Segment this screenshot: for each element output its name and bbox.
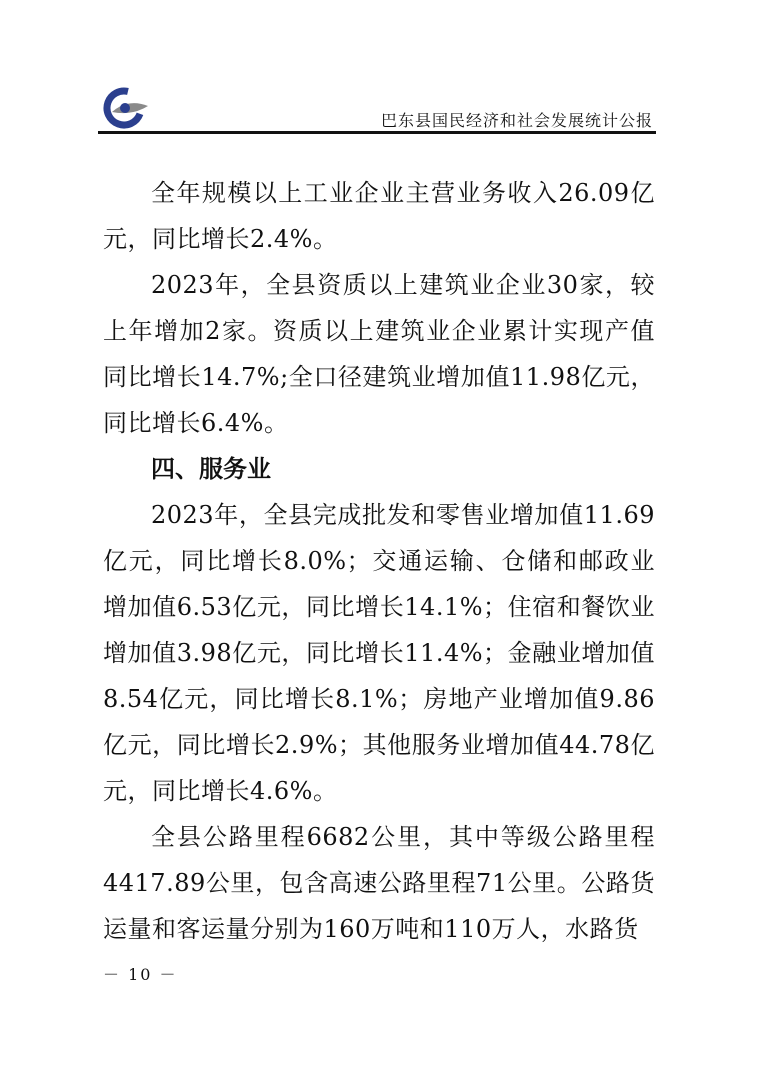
paragraph-industry-revenue: 全年规模以上工业企业主营业务收入26.09亿元，同比增长2.4%。	[103, 179, 655, 253]
page-number: － 10 －	[103, 965, 178, 984]
header-divider	[98, 131, 656, 134]
header-title: 巴东县国民经济和社会发展统计公报	[380, 111, 653, 130]
document-body	[103, 170, 655, 952]
paragraph-services: 2023年，全县完成批发和零售业增加值11.69亿元，同比增长8.0%；交通运输、仓储和邮政业增加值6.53亿元，同比增长14.1%；住宿和餐饮业增加值3.98亿元，同比增长11.4%；金融业增加值8.54亿元，同比增长8.1%；房地产业增加值9.86亿元，同比增长2.9%；其他服务业增加值44.78亿元，同比增长4.6%。	[103, 501, 655, 805]
paragraph-transport: 全县公路里程6682公里，其中等级公路里程4417.89公里，包含高速公路里程71公里。公路货运量和客运量分别为160万吨和110万人，水路货	[103, 823, 655, 943]
statistics-bureau-logo-icon	[98, 86, 154, 130]
section-heading-services: 四、服务业	[151, 455, 271, 483]
paragraph-construction: 2023年，全县资质以上建筑业企业30家，较上年增加2家。资质以上建筑业企业累计实现产值同比增长14.7%;全口径建筑业增加值11.98亿元，同比增长6.4%。	[103, 271, 655, 437]
